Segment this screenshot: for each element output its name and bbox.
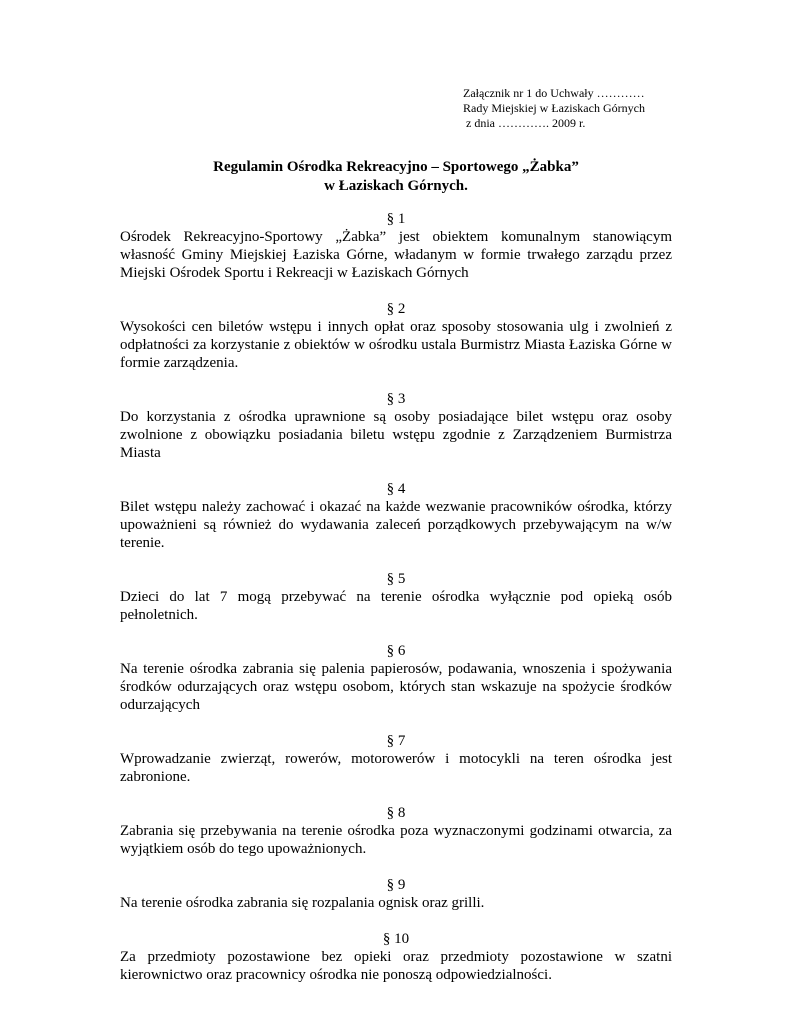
section-text: Za przedmioty pozostawione bez opieki oraz przedmioty pozostawione w szatni kierownictwo oraz pracownicy ośrodka nie ponoszą odpowiedzialności. <box>120 949 672 983</box>
section-1 <box>120 210 672 282</box>
section-5 <box>120 570 672 624</box>
section-number: § 5 <box>386 571 406 587</box>
section-text: Na terenie ośrodka zabrania się palenia papierosów, podawania, wnoszenia i spożywania środków odurzających oraz wstępu osobom, których stan wskazuje na spożycie środków odurzających <box>120 661 672 713</box>
section-text: Bilet wstępu należy zachować i okazać na każde wezwanie pracowników ośrodka, którzy upoważnieni są również do wydawania zaleceń porządkowych przebywającym na w/w terenie. <box>120 499 672 551</box>
title-line-2: w Łaziskach Górnych. <box>324 178 468 194</box>
section-number: § 10 <box>382 931 410 947</box>
section-number: § 4 <box>386 481 406 497</box>
section-number: § 2 <box>386 301 406 317</box>
attachment-note <box>463 86 645 131</box>
attachment-line: Załącznik nr 1 do Uchwały ………… <box>463 86 645 100</box>
section-number: § 6 <box>386 643 406 659</box>
section-text: Dzieci do lat 7 mogą przebywać na terenie ośrodka wyłącznie pod opieką osób pełnoletnich. <box>120 589 672 623</box>
document-title <box>120 158 672 196</box>
section-3 <box>120 390 672 462</box>
section-number: § 8 <box>386 805 406 821</box>
section-8 <box>120 804 672 858</box>
section-number: § 3 <box>386 391 406 407</box>
section-text: Wprowadzanie zwierząt, rowerów, motorowerów i motocykli na teren ośrodka jest zabronione. <box>120 751 672 785</box>
section-number: § 9 <box>386 877 406 893</box>
section-number: § 7 <box>386 733 406 749</box>
section-9 <box>120 876 672 912</box>
attachment-line: Rady Miejskiej w Łaziskach Górnych <box>463 101 645 115</box>
section-text: Do korzystania z ośrodka uprawnione są osoby posiadające bilet wstępu oraz osoby zwolnione z obowiązku posiadania biletu wstępu zgodnie z Zarządzeniem Burmistrza Miasta <box>120 409 672 461</box>
section-text: Ośrodek Rekreacyjno-Sportowy „Żabka” jest obiektem komunalnym stanowiącym własność Gminy Miejskiej Łaziska Górne, władanym w formie trwałego zarządu przez Miejski Ośrodek Sportu i Rekreacji w Łaziskach Górnych <box>120 229 672 281</box>
section-text: Zabrania się przebywania na terenie ośrodka poza wyznaczonymi godzinami otwarcia, za wyjątkiem osób do tego upoważnionych. <box>120 823 672 857</box>
section-text: Wysokości cen biletów wstępu i innych opłat oraz sposoby stosowania ulg i zwolnień z odpłatności za korzystanie z obiektów w ośrodku ustala Burmistrz Miasta Łaziska Górne w formie zarządzenia. <box>120 319 672 371</box>
title-line-1: Regulamin Ośrodka Rekreacyjno – Sportowego „Żabka” <box>213 159 579 175</box>
section-2 <box>120 300 672 372</box>
section-7 <box>120 732 672 786</box>
section-4 <box>120 480 672 552</box>
section-10 <box>120 930 672 984</box>
attachment-line: z dnia …………. 2009 r. <box>466 116 586 130</box>
regulation-body <box>120 210 672 984</box>
section-text: Na terenie ośrodka zabrania się rozpalania ognisk oraz grilli. <box>120 895 485 911</box>
section-6 <box>120 642 672 714</box>
section-number: § 1 <box>386 211 406 227</box>
